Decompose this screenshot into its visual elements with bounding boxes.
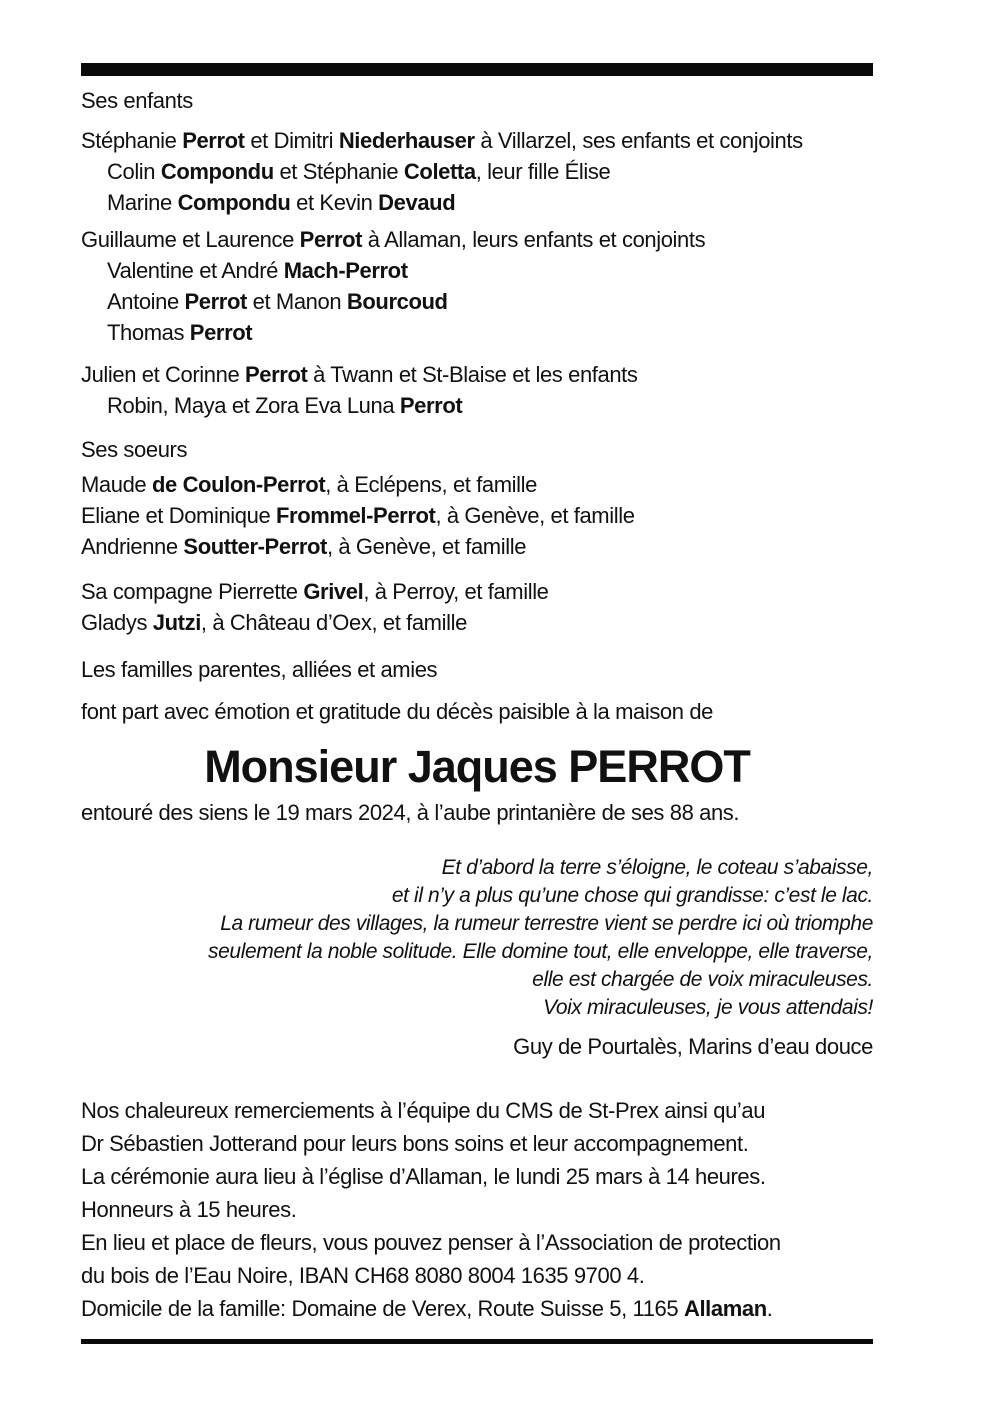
text-segment: Guillaume et Laurence xyxy=(81,227,300,252)
quote-line: Voix miraculeuses, je vous attendais! xyxy=(543,996,873,1019)
text-segment: Antoine xyxy=(107,289,185,314)
text-line xyxy=(81,317,873,348)
text-segment: à Villarzel, ses enfants et conjoints xyxy=(474,128,803,153)
family-name: Compondu xyxy=(160,159,274,184)
quote-line: elle est chargée de voix miraculeuses. xyxy=(532,968,873,991)
family-name: Perrot xyxy=(184,289,247,314)
text-line xyxy=(81,1226,873,1259)
text-segment: à Twann et St-Blaise et les enfants xyxy=(307,362,638,387)
text-line xyxy=(81,255,873,286)
family-name: Soutter-Perrot xyxy=(183,534,327,559)
closing-paragraph xyxy=(81,1094,873,1325)
family-name: Grivel xyxy=(303,579,364,604)
text-segment: , à Genève, et famille xyxy=(326,534,527,559)
text-segment: Robin, Maya et Zora Eva Luna xyxy=(107,393,400,418)
text-segment: Sa compagne Pierrette xyxy=(81,579,304,604)
family-name: Coletta xyxy=(403,159,476,184)
quote-line: et il n’y a plus qu’une chose qui grandisse: c’est le lac. xyxy=(391,884,873,907)
text-line xyxy=(81,1094,873,1127)
text-line xyxy=(81,224,873,255)
line-entoure xyxy=(81,797,873,828)
text-segment: , à Genève, et famille xyxy=(435,503,635,528)
family-name: Perrot xyxy=(182,128,245,153)
text-line xyxy=(81,125,873,156)
text-segment: Eliane et Dominique xyxy=(81,503,277,528)
text-segment: Thomas xyxy=(107,320,190,345)
text-segment: , à Château d’Oex, et famille xyxy=(200,610,467,635)
text-segment: Stéphanie xyxy=(81,128,183,153)
family-name: Bourcoud xyxy=(346,289,448,314)
family-name: Devaud xyxy=(378,190,456,215)
text-line xyxy=(81,1160,873,1193)
text-line xyxy=(81,1193,873,1226)
text-segment: du bois de l’Eau Noire, IBAN CH68 8080 8004 1635 9700 4. xyxy=(81,1263,645,1288)
text-segment: , à Eclépens, et famille xyxy=(325,472,537,497)
text-segment: , à Perroy, et famille xyxy=(363,579,549,604)
group-soeurs xyxy=(81,469,873,562)
text-segment: entouré des siens le 19 mars 2024, à l’aube printanière de ses 88 ans. xyxy=(81,800,740,825)
bottom-rule xyxy=(81,1339,873,1344)
family-name: Niederhauser xyxy=(338,128,475,153)
family-name: Frommel-Perrot xyxy=(276,503,436,528)
text-segment: Domicile de la famille: Domaine de Verex, Route Suisse 5, 1165 xyxy=(81,1296,684,1321)
text-segment: à Allaman, leurs enfants et conjoints xyxy=(362,227,706,252)
text-segment: Dr Sébastien Jotterand pour leurs bons soins et leur accompagnement. xyxy=(81,1131,749,1156)
family-name: Perrot xyxy=(189,320,253,345)
family-name: Allaman xyxy=(683,1296,767,1321)
text-segment: et Kevin xyxy=(290,190,379,215)
text-line xyxy=(81,1259,873,1292)
family-name: Jutzi xyxy=(152,610,201,635)
text-line xyxy=(81,797,873,828)
text-line xyxy=(81,531,873,562)
text-line xyxy=(81,286,873,317)
text-line xyxy=(81,469,873,500)
quote-line: seulement la noble solitude. Elle domine tout, elle enveloppe, elle traverse, xyxy=(208,940,873,963)
text-segment: , leur fille Élise xyxy=(475,159,611,184)
family-name: Compondu xyxy=(177,190,291,215)
announcement-content xyxy=(81,85,873,1325)
text-segment: En lieu et place de fleurs, vous pouvez penser à l’Association de protection xyxy=(81,1230,781,1255)
text-segment: Andrienne xyxy=(81,534,184,559)
family-name: Perrot xyxy=(399,393,463,418)
group-julien xyxy=(81,359,873,421)
text-line xyxy=(81,696,873,727)
text-segment: et Manon xyxy=(246,289,347,314)
text-line xyxy=(81,390,873,421)
line-fontpart xyxy=(81,696,873,727)
top-rule xyxy=(81,63,873,76)
group-guillaume xyxy=(81,224,873,348)
family-name: Mach-Perrot xyxy=(283,258,408,283)
text-line xyxy=(81,187,873,218)
text-segment: Honneurs à 15 heures. xyxy=(81,1197,297,1222)
text-line xyxy=(81,156,873,187)
text-segment: Maude xyxy=(81,472,152,497)
text-segment: Les familles parentes, alliées et amies xyxy=(81,657,438,682)
text-segment: Nos chaleureux remerciements à l’équipe du CMS de St-Prex ainsi qu’au xyxy=(81,1098,766,1123)
family-name: Perrot xyxy=(299,227,363,252)
text-segment: Marine xyxy=(107,190,178,215)
text-segment: Gladys xyxy=(81,610,153,635)
memorial-quote xyxy=(81,854,873,1022)
text-line xyxy=(81,1127,873,1160)
text-line xyxy=(81,500,873,531)
family-name: de Coulon-Perrot xyxy=(151,472,326,497)
group-compagne xyxy=(81,576,873,638)
text-segment: et Dimitri xyxy=(244,128,339,153)
text-line xyxy=(81,607,873,638)
quote-attribution: Guy de Pourtalès, Marins d’eau douce xyxy=(513,1034,873,1059)
group-stephanie xyxy=(81,125,873,218)
heading-ses-enfants: Ses enfants xyxy=(81,88,193,113)
text-line xyxy=(81,654,873,685)
text-segment: La cérémonie aura lieu à l’église d’Allaman, le lundi 25 mars à 14 heures. xyxy=(81,1164,766,1189)
text-segment: . xyxy=(766,1296,773,1321)
deceased-name-title: Monsieur Jaques PERROT xyxy=(204,741,750,792)
line-familles xyxy=(81,654,873,685)
text-line xyxy=(81,576,873,607)
text-segment: Valentine et André xyxy=(107,258,284,283)
family-name: Perrot xyxy=(245,362,308,387)
text-line xyxy=(81,1292,873,1325)
text-segment: Colin xyxy=(107,159,161,184)
text-segment: et Stéphanie xyxy=(273,159,404,184)
text-segment: Julien et Corinne xyxy=(81,362,246,387)
quote-line: La rumeur des villages, la rumeur terrestre vient se perdre ici où triomphe xyxy=(220,912,873,935)
heading-ses-soeurs: Ses soeurs xyxy=(81,437,188,462)
text-segment: font part avec émotion et gratitude du décès paisible à la maison de xyxy=(81,699,713,724)
text-line xyxy=(81,359,873,390)
quote-line: Et d’abord la terre s’éloigne, le coteau s’abaisse, xyxy=(441,856,873,879)
